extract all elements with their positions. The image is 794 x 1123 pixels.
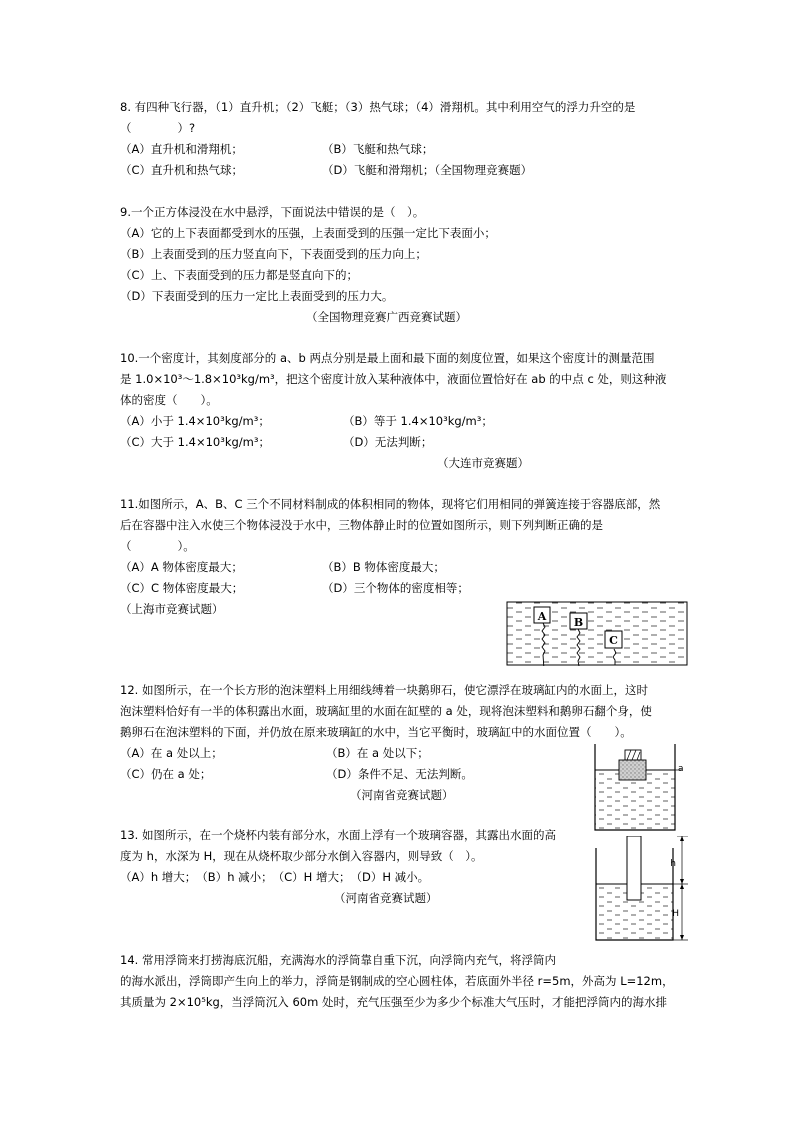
q9-source: （全国物理竞赛广西竞赛试题） — [306, 310, 467, 324]
q11-label-b: B — [573, 616, 584, 629]
q12-option-c: （C）仍在 a 处； — [120, 767, 212, 781]
q14-line1: 14. 常用浮筒来打捞海底沉船，充满海水的浮筒靠自重下沉，向浮筒内充气，将浮筒内 — [120, 953, 556, 967]
q8-stem-line2: （ ）? — [120, 121, 196, 135]
q10-option-a: （A）小于 1.4×10³kg/m³； — [120, 414, 270, 428]
q11-option-b: （B）B 物体密度最大； — [322, 560, 445, 574]
q9-option-a: （A）它的上下表面都受到水的压强，上表面受到的压强一定比下表面小； — [120, 226, 496, 240]
q10-option-b: （B）等于 1.4×10³kg/m³； — [343, 414, 493, 428]
q13-glass-container — [627, 836, 641, 900]
q10-source: （大连市竞赛题） — [437, 456, 529, 470]
q11-option-a: （A）A 物体密度最大； — [120, 560, 243, 574]
q14-line3: 其质量为 2×10⁵kg，当浮筒沉入 60m 处时，充气压强至少为多少个标准大气压时，才能把浮筒内的海水排 — [120, 995, 667, 1009]
q13-label-h: h — [670, 859, 676, 869]
q12-source: （河南省竞赛试题） — [350, 788, 454, 802]
q12-stem-line3: 鹅卵石在泡沫塑料的下面，并仍放在原来玻璃缸的水中，当它平衡时，玻璃缸中的水面位置（ ）。 — [120, 725, 632, 739]
q11-option-d: （D）三个物体的密度相等； — [322, 581, 469, 595]
q11-stem-line1: 11.如图所示，A、B、C 三个不同材料制成的体积相同的物体，现将它们用相同的弹簧连接于容器底部，然 — [120, 497, 661, 511]
q14-line2: 的海水派出，浮筒即产生向上的举力，浮筒是钢制成的空心圆柱体，若底面外半径 r=5m，外高为 L=12m， — [120, 974, 674, 988]
q13-source: （河南省竞赛试题） — [334, 891, 438, 905]
q13-label-H: H — [672, 909, 679, 919]
q9-option-b: （B）上表面受到的压力竖直向下，下表面受到的压力向上； — [120, 247, 427, 261]
q12-option-b: （B）在 a 处以下； — [326, 746, 429, 760]
q9-option-c: （C）上、下表面受到的压力都是竖直向下的； — [120, 268, 359, 282]
q11-stem-line2: 后在容器中注入水使三个物体浸没于水中，三物体静止时的位置如图所示，则下列判断正确的是 — [120, 518, 603, 532]
q8-option-d: （D）飞艇和滑翔机；（全国物理竞赛题） — [322, 163, 533, 177]
q11-figure — [506, 596, 688, 666]
q13-stem-line2: 度为 h，水深为 H，现在从烧杯取少部分水倒入容器内，则导致（ ）。 — [120, 849, 483, 863]
q8-option-b: （B）飞艇和热气球； — [322, 142, 434, 156]
q11-label-c: C — [609, 634, 618, 647]
q10-stem-line3: 体的密度（ ）。 — [120, 393, 218, 407]
q10-option-d: （D）无法判断； — [343, 435, 433, 449]
q12-stem-line1: 12. 如图所示，在一个长方形的泡沫塑料上用细线缚着一块鹅卵石，使它漂浮在玻璃缸内的水面上，这时 — [120, 683, 648, 697]
q12-stem-line2: 泡沫塑料恰好有一半的体积露出水面，玻璃缸里的水面在缸壁的 a 处，现将泡沫塑料和鹅卵石翻个身，使 — [120, 704, 652, 718]
q8-stem-line1: 8. 有四种飞行器，（1）直升机；（2）飞艇；（3）热气球；（4）滑翔机。其中利用空气的浮力升空的是 — [120, 100, 636, 114]
q12-label-a: a — [678, 764, 684, 774]
q12-figure — [590, 740, 686, 834]
q11-source: （上海市竞赛试题） — [120, 602, 224, 616]
q13-figure — [590, 836, 690, 942]
q12-foam — [619, 760, 646, 780]
q8-option-a: （A）直升机和滑翔机； — [120, 142, 243, 156]
q11-option-c: （C）C 物体密度最大； — [120, 581, 244, 595]
q11-label-a: A — [537, 610, 547, 623]
q12-option-a: （A）在 a 处以上； — [120, 746, 223, 760]
q11-stem-line3: （ ）。 — [120, 539, 195, 553]
q8-option-c: （C）直升机和热气球； — [120, 163, 244, 177]
q9-stem: 9.一个正方体浸没在水中悬浮，下面说法中错误的是（ ）。 — [120, 205, 425, 219]
q12-option-d: （D）条件不足、无法判断。 — [326, 767, 473, 781]
q13-options: （A）h 增大； （B）h 减小； （C）H 增大； （D）H 减小。 — [120, 870, 430, 884]
q10-option-c: （C）大于 1.4×10³kg/m³； — [120, 435, 270, 449]
q9-option-d: （D）下表面受到的压力一定比上表面受到的压力大。 — [120, 289, 394, 303]
q10-stem-line2: 是 1.0×10³～1.8×10³kg/m³，把这个密度计放入某种液体中，液面位置恰好在 ab 的中点 c 处，则这种液 — [120, 372, 667, 386]
q13-stem-line1: 13. 如图所示，在一个烧杯内装有部分水，水面上浮有一个玻璃容器，其露出水面的高 — [120, 828, 556, 842]
q10-stem-line1: 10.一个密度计，其刻度部分的 a、b 两点分别是最上面和最下面的刻度位置，如果这个密度计的测量范围 — [120, 351, 655, 365]
